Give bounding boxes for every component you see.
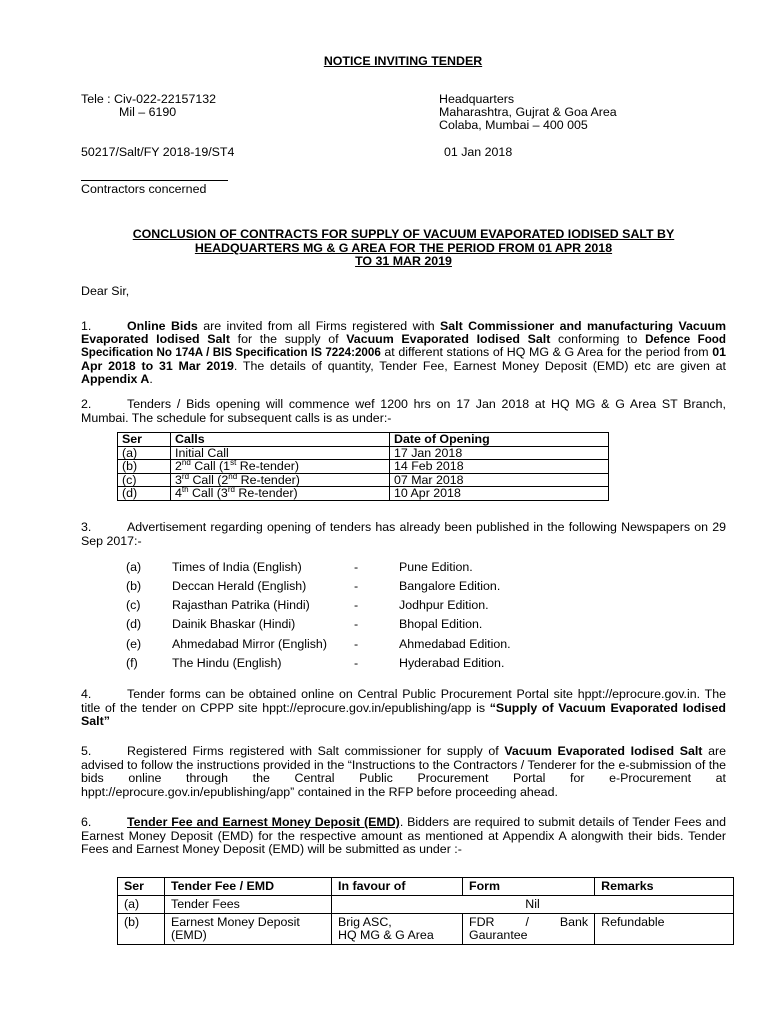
- cell-line: (EMD): [171, 928, 207, 942]
- reference-number: 50217/Salt/FY 2018-19/ST4: [81, 145, 235, 159]
- para6-text: . Bidders are required to submit details of Tender Fees and Earnest Money Deposit (EMD) for the respective amount as mentioned at Appendix A alongwith their bids. Tender Fees and Earnest Money Deposit (EMD) will be submitted as under :-: [81, 815, 727, 856]
- para1-period: 01 Apr 2018 to 31 Mar 2019: [81, 345, 726, 373]
- paragraph-2: [81, 398, 726, 425]
- hq-name: Headquarters: [439, 92, 515, 106]
- paragraph-number: 3.: [81, 520, 92, 534]
- newspaper-dash: -: [354, 579, 359, 593]
- newspaper-edition: Bangalore Edition.: [399, 579, 501, 593]
- newspaper-name: Ahmedabad Mirror (English): [172, 637, 327, 651]
- telephone-mil: Mil – 6190: [119, 105, 177, 119]
- cell-line: Brig ASC,: [338, 915, 392, 929]
- call-sup: th: [181, 484, 189, 494]
- paragraph-6: [81, 816, 726, 857]
- table-cell: 14 Feb 2018: [390, 460, 609, 474]
- table-header: Tender Fee / EMD: [165, 878, 332, 896]
- table-cell: Refundable: [595, 914, 734, 945]
- newspaper-ser: (b): [126, 579, 142, 593]
- para5-text: are advised to follow the instructions provided in the “Instructions to the Contractors / Tenderer for the e-submission of the bids online through the Central Public Procurement Portal for e-Procurement at hppt://eprocure.gov.in/epublishing/app” contained in the RFP before proceeding ahead.: [81, 744, 726, 799]
- para2-text: Tenders / Bids opening will commence wef 1200 hrs on 17 Jan 2018 at HQ MG & G Area ST Branch, Mumbai. The schedule for subsequent calls is as under:-: [81, 397, 726, 425]
- paragraph-4: [81, 688, 726, 729]
- table-header: In favour of: [332, 878, 463, 896]
- para1-text: for the supply of: [229, 332, 347, 347]
- newspaper-dash: -: [354, 637, 359, 651]
- table-cell: [463, 914, 595, 945]
- newspaper-name: The Hindu (English): [172, 656, 282, 670]
- table-cell: 17 Jan 2018: [390, 446, 609, 460]
- para1-text: . The details of quantity, Tender Fee, Earnest Money Deposit (EMD) etc are given at: [233, 358, 726, 373]
- call-sup: nd: [181, 457, 191, 467]
- call-text: Re-tender): [236, 459, 299, 473]
- para3-text: Advertisement regarding opening of tenders has already been published in the following Newspapers on 29 Sep 2017:-: [81, 520, 726, 548]
- para5-text: Registered Firms registered with Salt commissioner for supply of: [127, 744, 505, 758]
- paragraph-number: 6.: [81, 815, 92, 829]
- call-sup: nd: [228, 471, 238, 481]
- para1-text: .: [149, 371, 153, 386]
- paragraph-1: [81, 320, 726, 386]
- call-text: Re-tender): [234, 486, 298, 500]
- table-cell: (b): [118, 460, 171, 474]
- table-row: [118, 896, 734, 914]
- table-cell: (c): [118, 473, 171, 487]
- table-header: Ser: [118, 433, 171, 447]
- table-row: [118, 487, 609, 501]
- table-cell: 07 Mar 2018: [390, 473, 609, 487]
- newspaper-dash: -: [354, 598, 359, 612]
- newspaper-dash: -: [354, 560, 359, 574]
- call-text: Call (2: [189, 472, 229, 487]
- cell-line: Gaurantee: [469, 928, 528, 942]
- paragraph-5: [81, 745, 726, 799]
- cell-line: FDR / Bank: [469, 915, 589, 929]
- newspaper-name: Deccan Herald (English): [172, 579, 307, 593]
- subject-line-2: HEADQUARTERS MG & G AREA FOR THE PERIOD FROM 01 APR 2018: [194, 240, 613, 255]
- newspaper-edition: Hyderabad Edition.: [399, 656, 505, 670]
- table-cell: [171, 457, 390, 474]
- subject-line-1: CONCLUSION OF CONTRACTS FOR SUPPLY OF VACUUM EVAPORATED IODISED SALT BY: [132, 227, 675, 241]
- newspaper-edition: Pune Edition.: [399, 560, 473, 574]
- table-cell: Nil: [332, 896, 734, 914]
- table-row: [118, 446, 609, 460]
- call-sup: st: [230, 457, 237, 467]
- paragraph-number: 5.: [81, 744, 92, 758]
- newspaper-ser: (f): [126, 656, 138, 670]
- paragraph-number: 2.: [81, 397, 92, 411]
- addressee: Contractors concerned: [81, 182, 207, 196]
- para1-appendix: Appendix A: [81, 371, 150, 386]
- salutation: Dear Sir,: [81, 284, 130, 298]
- table-cell: [171, 473, 390, 487]
- fee-table: [117, 877, 734, 945]
- table-cell: [171, 446, 390, 460]
- call-text: Call (1: [190, 459, 231, 473]
- table-header: Calls: [171, 433, 390, 447]
- call-text: Call (3: [188, 486, 228, 500]
- table-row: [118, 914, 734, 945]
- newspaper-ser: (a): [126, 560, 142, 574]
- call-text: 3: [175, 472, 182, 487]
- newspaper-edition: Ahmedabad Edition.: [399, 637, 511, 651]
- newspaper-edition: Bhopal Edition.: [399, 617, 483, 631]
- schedule-table: [117, 432, 609, 501]
- table-row: [118, 460, 609, 474]
- table-header: Ser: [118, 878, 165, 896]
- telephone-civ: Tele : Civ-022-22157132: [81, 92, 217, 106]
- newspaper-ser: (e): [126, 637, 142, 651]
- call-text: Re-tender): [237, 472, 300, 487]
- table-header: Remarks: [595, 878, 734, 896]
- para1-text: conforming to: [550, 332, 646, 347]
- newspaper-ser: (c): [126, 598, 141, 612]
- call-text: Initial Call: [175, 445, 229, 460]
- para1-online-bids: Online Bids: [127, 319, 198, 333]
- table-cell: [332, 914, 463, 945]
- newspaper-name: Rajasthan Patrika (Hindi): [172, 598, 310, 612]
- table-header: Date of Opening: [390, 433, 609, 447]
- call-text: 2: [175, 459, 182, 473]
- newspaper-edition: Jodhpur Edition.: [399, 598, 489, 612]
- table-cell: [165, 914, 332, 945]
- letter-date: 01 Jan 2018: [444, 145, 513, 159]
- table-cell: (a): [118, 896, 165, 914]
- newspaper-name: Times of India (English): [172, 560, 302, 574]
- call-text: 4: [175, 486, 182, 500]
- table-cell: 10 Apr 2018: [390, 487, 609, 501]
- table-row: [118, 473, 609, 487]
- para6-heading: Tender Fee and Earnest Money Deposit (EMD): [127, 815, 400, 829]
- subject-heading: [81, 228, 726, 269]
- subject-line-3: TO 31 MAR 2019: [355, 254, 452, 268]
- hq-address: Colaba, Mumbai – 400 005: [439, 118, 588, 132]
- table-header-row: [118, 878, 734, 896]
- cell-line: Earnest Money Deposit: [171, 915, 300, 929]
- paragraph-number: 4.: [81, 687, 92, 701]
- hq-area: Maharashtra, Gujrat & Goa Area: [439, 105, 617, 119]
- para1-item: Vacuum Evaporated Iodised Salt: [346, 332, 551, 347]
- cell-line: HQ MG & G Area: [338, 928, 434, 942]
- table-cell: (d): [118, 487, 171, 501]
- table-header-row: [118, 433, 609, 447]
- table-cell: [171, 484, 390, 501]
- table-cell: (b): [118, 914, 165, 945]
- newspaper-dash: -: [354, 617, 359, 631]
- paragraph-number: 1.: [81, 319, 92, 333]
- para1-specification: Defence Food Specification No 174A / BIS Specification IS 7224:2006: [81, 333, 726, 360]
- newspaper-name: Dainik Bhaskar (Hindi): [172, 617, 296, 631]
- para4-text: Tender forms can be obtained online on Central Public Procurement Portal site hppt://eprocure.gov.in. The title of the tender on CPPP site hppt://eprocure.gov.in/epublishing/app is: [81, 687, 726, 715]
- newspaper-ser: (d): [126, 617, 142, 631]
- divider-line: [81, 180, 228, 181]
- newspaper-dash: -: [354, 656, 359, 670]
- para5-item: Vacuum Evaporated Iodised Salt: [504, 744, 703, 758]
- table-cell: Tender Fees: [165, 896, 332, 914]
- page-title: NOTICE INVITING TENDER: [323, 54, 483, 68]
- call-sup: rd: [227, 484, 235, 494]
- table-cell: (a): [118, 446, 171, 460]
- tender-title: “Supply of Vacuum Evaporated Iodised Salt”: [81, 700, 726, 728]
- para1-text: at different stations of HQ MG & G Area for the period from: [380, 345, 713, 360]
- para1-registration: Salt Commissioner and manufacturing Vacuum Evaporated Iodised Salt: [81, 319, 726, 347]
- table-header: Form: [463, 878, 595, 896]
- call-sup: rd: [181, 471, 190, 481]
- paragraph-3: [81, 521, 726, 548]
- para1-text: are invited from all Firms registered with: [197, 319, 440, 333]
